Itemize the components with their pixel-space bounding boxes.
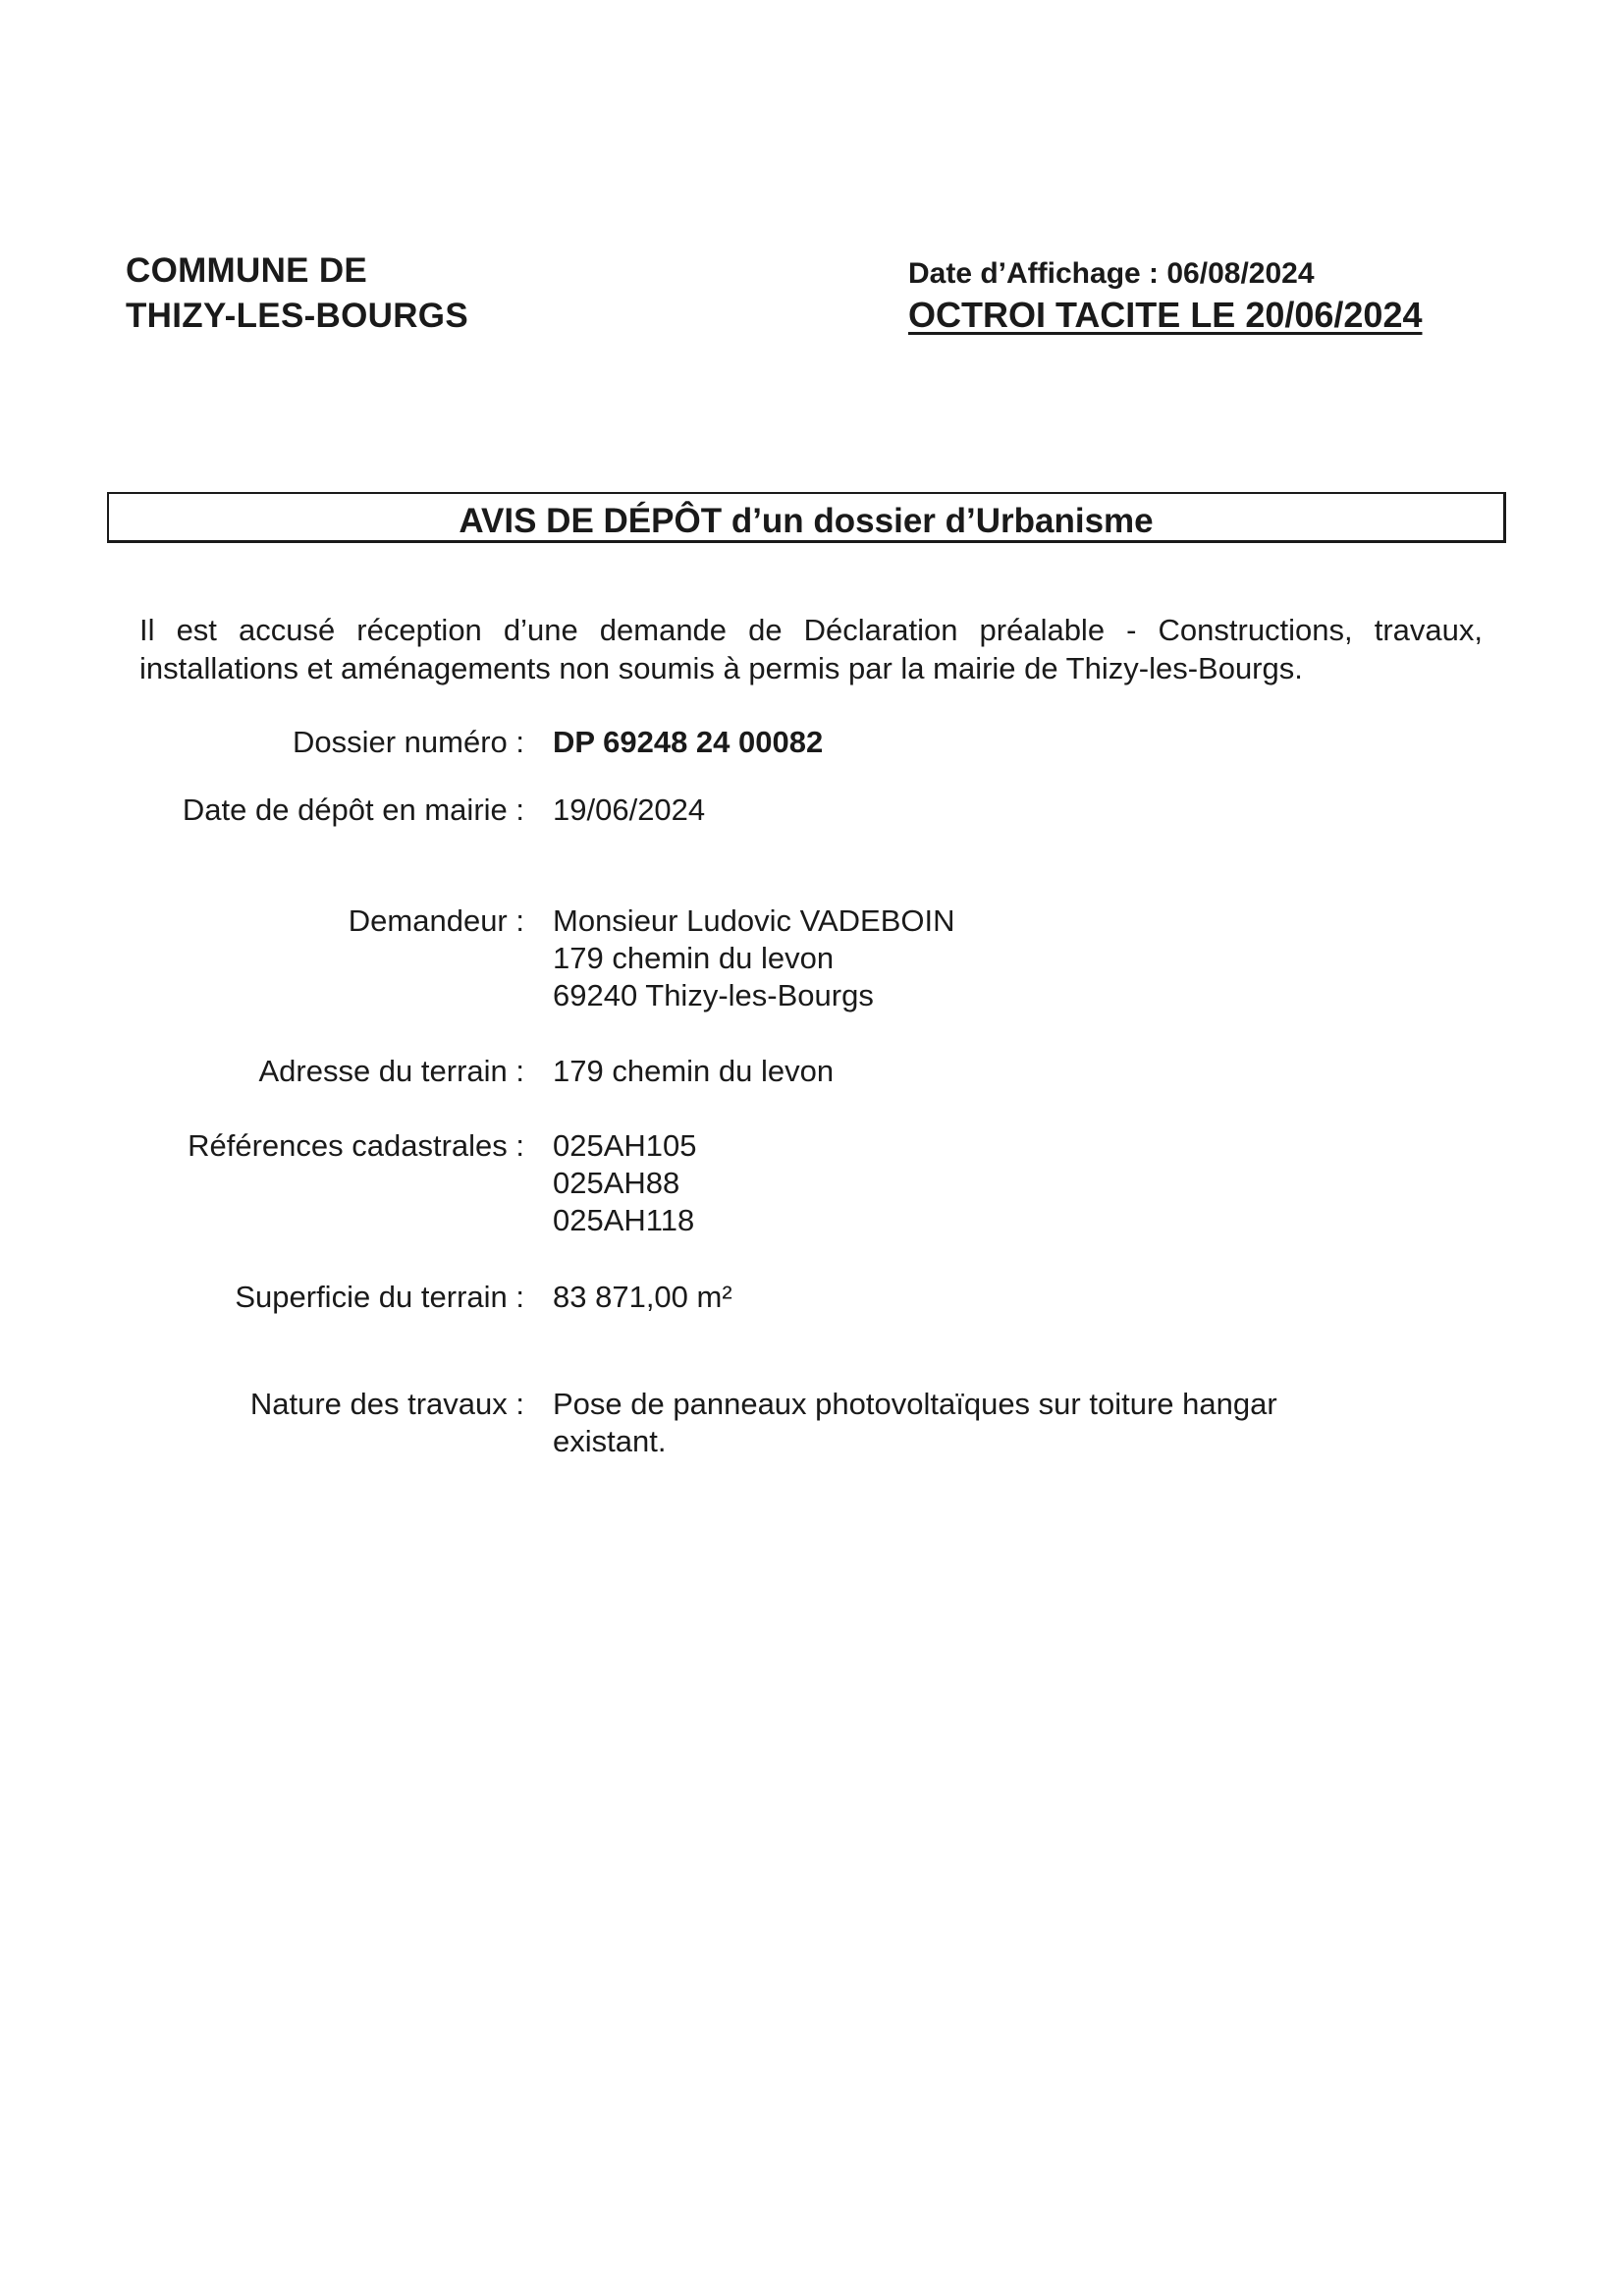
date-depot-label: Date de dépôt en mairie : bbox=[182, 793, 524, 827]
demandeur-label: Demandeur : bbox=[348, 903, 524, 938]
references-label: Références cadastrales : bbox=[188, 1128, 524, 1163]
superficie-value: 83 871,00 m² bbox=[553, 1280, 732, 1314]
commune-name bbox=[126, 248, 468, 339]
nature-line: Pose de panneaux photovoltaïques sur toiture hangar bbox=[553, 1387, 1277, 1421]
demandeur-value bbox=[553, 902, 954, 1014]
nature-value bbox=[553, 1386, 1277, 1460]
adresse-label: Adresse du terrain : bbox=[258, 1054, 524, 1088]
reference-line: 025AH105 bbox=[553, 1128, 697, 1163]
document-title: AVIS DE DÉPÔT d’un dossier d’Urbanisme bbox=[459, 502, 1154, 540]
adresse-value: 179 chemin du levon bbox=[553, 1054, 835, 1088]
date-affichage: Date d’Affichage : 06/08/2024 bbox=[908, 257, 1315, 290]
reference-line: 025AH88 bbox=[553, 1166, 680, 1200]
date-depot-value: 19/06/2024 bbox=[553, 793, 706, 827]
dossier-label: Dossier numéro : bbox=[292, 725, 524, 759]
demandeur-line: 69240 Thizy-les-Bourgs bbox=[553, 978, 874, 1012]
commune-line-2: THIZY-LES-BOURGS bbox=[126, 297, 468, 335]
demandeur-line: Monsieur Ludovic VADEBOIN bbox=[553, 903, 955, 938]
reference-line: 025AH118 bbox=[553, 1203, 695, 1237]
superficie-label: Superficie du terrain : bbox=[235, 1280, 524, 1314]
nature-line: existant. bbox=[553, 1424, 667, 1458]
octroi-tacite: OCTROI TACITE LE 20/06/2024 bbox=[908, 295, 1423, 335]
document-title-box bbox=[107, 492, 1506, 543]
dossier-value: DP 69248 24 00082 bbox=[553, 725, 824, 759]
references-value bbox=[553, 1127, 697, 1239]
demandeur-line: 179 chemin du levon bbox=[553, 941, 835, 975]
intro-paragraph: Il est accusé réception d’une demande de Déclaration préalable - Constructions, travaux, installations et aménagements non soumis à permis par la mairie de Thizy-les-Bourgs. bbox=[139, 613, 1483, 685]
nature-label: Nature des travaux : bbox=[249, 1387, 524, 1421]
commune-line-1: COMMUNE DE bbox=[126, 251, 368, 290]
